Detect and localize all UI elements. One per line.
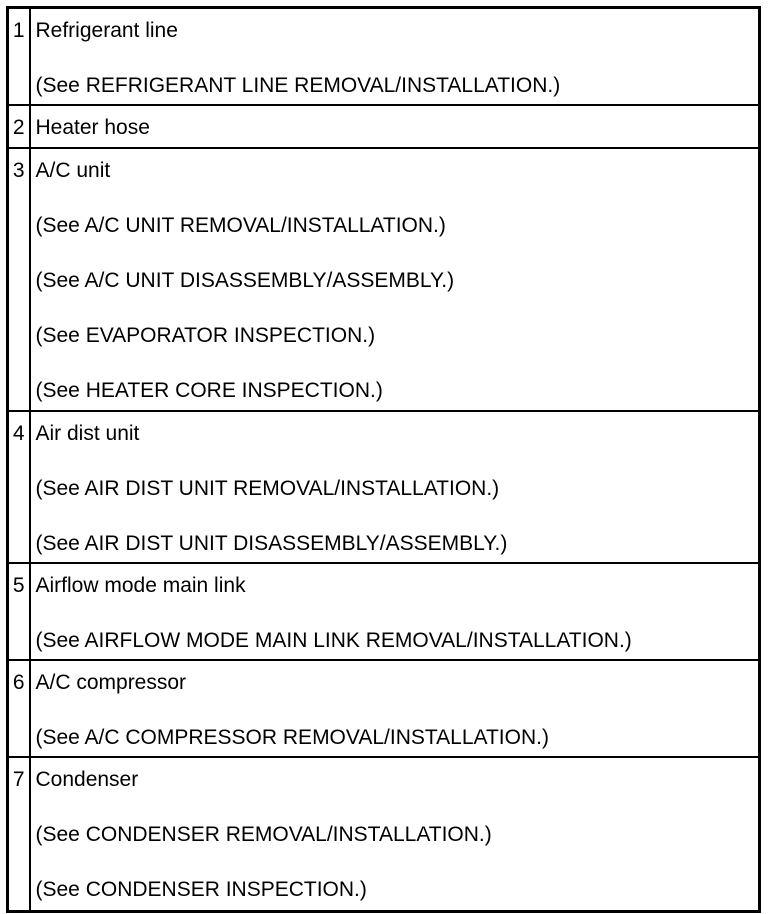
item-name: Air dist unit bbox=[35, 421, 140, 445]
table-row bbox=[8, 105, 760, 148]
table-row bbox=[8, 563, 760, 660]
item-number-cell bbox=[8, 563, 30, 660]
item-number-cell bbox=[8, 660, 30, 757]
item-name: Heater hose bbox=[35, 115, 150, 139]
item-reference: (See EVAPORATOR INSPECTION.) bbox=[35, 323, 376, 347]
table-row bbox=[8, 148, 760, 411]
item-number: 4 bbox=[12, 421, 25, 445]
parts-table bbox=[6, 6, 761, 913]
item-content-cell bbox=[30, 105, 760, 148]
item-number-cell bbox=[8, 105, 30, 148]
item-number-cell bbox=[8, 411, 30, 563]
table-row bbox=[8, 757, 760, 912]
item-reference: (See AIR DIST UNIT DISASSEMBLY/ASSEMBLY.) bbox=[35, 531, 508, 555]
item-number-cell bbox=[8, 757, 30, 912]
item-number: 3 bbox=[12, 158, 25, 182]
item-name: A/C unit bbox=[35, 158, 111, 182]
item-reference: (See A/C UNIT DISASSEMBLY/ASSEMBLY.) bbox=[35, 268, 455, 292]
item-reference: (See A/C UNIT REMOVAL/INSTALLATION.) bbox=[35, 213, 446, 237]
item-number: 1 bbox=[12, 19, 25, 42]
item-name: Refrigerant line bbox=[35, 19, 178, 42]
item-number: 6 bbox=[12, 670, 25, 694]
item-content-cell bbox=[30, 563, 760, 660]
table-row bbox=[8, 8, 760, 105]
item-reference: (See CONDENSER REMOVAL/INSTALLATION.) bbox=[35, 822, 492, 846]
item-content-cell bbox=[30, 148, 760, 411]
item-number-cell bbox=[8, 148, 30, 411]
item-reference: (See HEATER CORE INSPECTION.) bbox=[35, 378, 383, 402]
item-number-cell bbox=[8, 8, 30, 105]
item-reference: (See A/C COMPRESSOR REMOVAL/INSTALLATION.) bbox=[35, 725, 549, 749]
item-name: A/C compressor bbox=[35, 670, 187, 694]
item-number: 7 bbox=[12, 767, 25, 791]
item-content-cell bbox=[30, 411, 760, 563]
item-name: Airflow mode main link bbox=[35, 573, 246, 597]
table-row bbox=[8, 411, 760, 563]
item-name: Condenser bbox=[35, 767, 139, 791]
item-reference: (See CONDENSER INSPECTION.) bbox=[35, 877, 367, 901]
item-number: 5 bbox=[12, 573, 25, 597]
item-number: 2 bbox=[12, 115, 25, 139]
item-reference: (See AIRFLOW MODE MAIN LINK REMOVAL/INSTALLATION.) bbox=[35, 628, 632, 652]
item-reference: (See AIR DIST UNIT REMOVAL/INSTALLATION.) bbox=[35, 476, 500, 500]
table-row bbox=[8, 660, 760, 757]
item-content-cell bbox=[30, 8, 760, 105]
item-reference: (See REFRIGERANT LINE REMOVAL/INSTALLATION.) bbox=[35, 74, 561, 97]
item-content-cell bbox=[30, 660, 760, 757]
item-content-cell bbox=[30, 757, 760, 912]
